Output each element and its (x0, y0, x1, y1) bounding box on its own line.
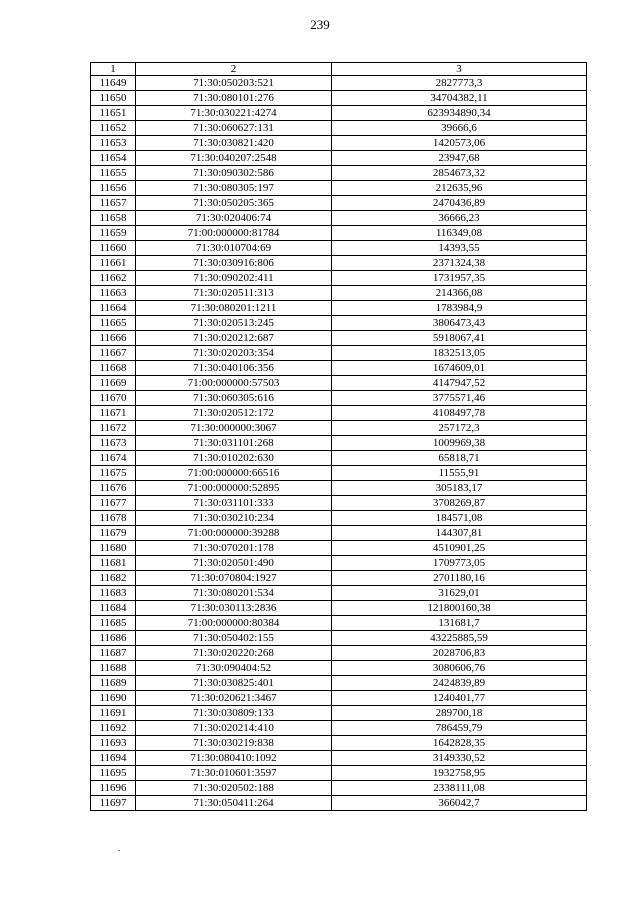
value-cell: 116349,08 (332, 226, 587, 241)
cadastral-number-cell: 71:30:030821:420 (136, 136, 332, 151)
row-number-cell: 11663 (91, 286, 136, 301)
cadastral-number-cell: 71:00:000000:81784 (136, 226, 332, 241)
row-number-cell: 11659 (91, 226, 136, 241)
table-row (91, 601, 587, 616)
row-number-cell: 11684 (91, 601, 136, 616)
row-number-cell: 11665 (91, 316, 136, 331)
row-number-cell: 11666 (91, 331, 136, 346)
row-number-cell: 11650 (91, 91, 136, 106)
cadastral-number-cell: 71:30:060305:616 (136, 391, 332, 406)
value-cell: 144307,81 (332, 526, 587, 541)
row-number-cell: 11671 (91, 406, 136, 421)
table-row (91, 736, 587, 751)
row-number-cell: 11664 (91, 301, 136, 316)
value-cell: 366042,7 (332, 796, 587, 811)
cadastral-number-cell: 71:30:020512:172 (136, 406, 332, 421)
row-number-cell: 11667 (91, 346, 136, 361)
cadastral-number-cell: 71:30:020214:410 (136, 721, 332, 736)
value-cell: 1932758,95 (332, 766, 587, 781)
row-number-cell: 11696 (91, 781, 136, 796)
table-header-row (91, 63, 587, 76)
table-row (91, 181, 587, 196)
table-row (91, 361, 587, 376)
cadastral-number-cell: 71:30:080410:1092 (136, 751, 332, 766)
cadastral-number-cell: 71:30:030916:806 (136, 256, 332, 271)
cadastral-number-cell: 71:30:010601:3597 (136, 766, 332, 781)
cadastral-number-cell: 71:30:020501:490 (136, 556, 332, 571)
cadastral-number-cell: 71:00:000000:80384 (136, 616, 332, 631)
row-number-cell: 11687 (91, 646, 136, 661)
table-row (91, 751, 587, 766)
table-row (91, 211, 587, 226)
column-header: 1 (91, 63, 136, 76)
row-number-cell: 11661 (91, 256, 136, 271)
table-row (91, 796, 587, 811)
row-number-cell: 11649 (91, 76, 136, 91)
row-number-cell: 11689 (91, 676, 136, 691)
cadastral-number-cell: 71:30:010704:69 (136, 241, 332, 256)
table-row (91, 511, 587, 526)
data-table (90, 62, 587, 811)
row-number-cell: 11679 (91, 526, 136, 541)
table-row (91, 166, 587, 181)
value-cell: 2424839,89 (332, 676, 587, 691)
table-row (91, 376, 587, 391)
cadastral-number-cell: 71:30:030210:234 (136, 511, 332, 526)
cadastral-number-cell: 71:30:050402:155 (136, 631, 332, 646)
table-row (91, 691, 587, 706)
cadastral-number-cell: 71:30:000000:3067 (136, 421, 332, 436)
cadastral-number-cell: 71:30:080201:1211 (136, 301, 332, 316)
value-cell: 3775571,46 (332, 391, 587, 406)
value-cell: 36666,23 (332, 211, 587, 226)
cadastral-number-cell: 71:30:050203:521 (136, 76, 332, 91)
row-number-cell: 11688 (91, 661, 136, 676)
value-cell: 786459,79 (332, 721, 587, 736)
cadastral-number-cell: 71:30:090202:411 (136, 271, 332, 286)
row-number-cell: 11673 (91, 436, 136, 451)
table-row (91, 286, 587, 301)
row-number-cell: 11695 (91, 766, 136, 781)
cadastral-number-cell: 71:30:020502:188 (136, 781, 332, 796)
row-number-cell: 11682 (91, 571, 136, 586)
value-cell: 4510901,25 (332, 541, 587, 556)
value-cell: 1709773,05 (332, 556, 587, 571)
table-row (91, 136, 587, 151)
cadastral-number-cell: 71:30:090302:586 (136, 166, 332, 181)
value-cell: 5918067,41 (332, 331, 587, 346)
value-cell: 4108497,78 (332, 406, 587, 421)
value-cell: 11555,91 (332, 466, 587, 481)
cadastral-number-cell: 71:30:080305:197 (136, 181, 332, 196)
value-cell: 2701180,16 (332, 571, 587, 586)
cadastral-number-cell: 71:30:020203:354 (136, 346, 332, 361)
cadastral-number-cell: 71:30:020406:74 (136, 211, 332, 226)
table-row (91, 496, 587, 511)
value-cell: 121800160,38 (332, 601, 587, 616)
table-row (91, 241, 587, 256)
table-row (91, 331, 587, 346)
cadastral-number-cell: 71:00:000000:52895 (136, 481, 332, 496)
value-cell: 2371324,38 (332, 256, 587, 271)
value-cell: 623934890,34 (332, 106, 587, 121)
value-cell: 31629,01 (332, 586, 587, 601)
value-cell: 1783984,9 (332, 301, 587, 316)
row-number-cell: 11694 (91, 751, 136, 766)
scan-speck (118, 850, 120, 851)
value-cell: 212635,96 (332, 181, 587, 196)
value-cell: 23947,68 (332, 151, 587, 166)
cadastral-number-cell: 71:00:000000:66516 (136, 466, 332, 481)
table-row (91, 391, 587, 406)
row-number-cell: 11677 (91, 496, 136, 511)
table-row (91, 316, 587, 331)
value-cell: 1009969,38 (332, 436, 587, 451)
cadastral-number-cell: 71:30:040207:2548 (136, 151, 332, 166)
table-row (91, 106, 587, 121)
table-row (91, 271, 587, 286)
row-number-cell: 11668 (91, 361, 136, 376)
row-number-cell: 11675 (91, 466, 136, 481)
table-row (91, 721, 587, 736)
row-number-cell: 11691 (91, 706, 136, 721)
row-number-cell: 11690 (91, 691, 136, 706)
value-cell: 3149330,52 (332, 751, 587, 766)
value-cell: 289700,18 (332, 706, 587, 721)
row-number-cell: 11660 (91, 241, 136, 256)
value-cell: 131681,7 (332, 616, 587, 631)
cadastral-number-cell: 71:30:050205:365 (136, 196, 332, 211)
value-cell: 1731957,35 (332, 271, 587, 286)
value-cell: 3806473,43 (332, 316, 587, 331)
table-row (91, 91, 587, 106)
cadastral-number-cell: 71:30:020212:687 (136, 331, 332, 346)
value-cell: 1832513,05 (332, 346, 587, 361)
row-number-cell: 11672 (91, 421, 136, 436)
table-row (91, 631, 587, 646)
page-number: 239 (310, 17, 330, 32)
table-row (91, 466, 587, 481)
table-row (91, 781, 587, 796)
value-cell: 1642828,35 (332, 736, 587, 751)
column-header: 2 (136, 63, 332, 76)
cadastral-number-cell: 71:30:080101:276 (136, 91, 332, 106)
table-row (91, 451, 587, 466)
table-row (91, 556, 587, 571)
cadastral-number-cell: 71:30:020220:268 (136, 646, 332, 661)
row-number-cell: 11693 (91, 736, 136, 751)
table-row (91, 526, 587, 541)
row-number-cell: 11651 (91, 106, 136, 121)
cadastral-number-cell: 71:30:010202:630 (136, 451, 332, 466)
row-number-cell: 11685 (91, 616, 136, 631)
cadastral-number-cell: 71:30:020513:245 (136, 316, 332, 331)
value-cell: 1420573,06 (332, 136, 587, 151)
column-header: 3 (332, 63, 587, 76)
cadastral-number-cell: 71:30:020511:313 (136, 286, 332, 301)
value-cell: 3708269,87 (332, 496, 587, 511)
table-row (91, 301, 587, 316)
table-row (91, 256, 587, 271)
value-cell: 184571,08 (332, 511, 587, 526)
cadastral-number-cell: 71:30:030219:838 (136, 736, 332, 751)
cadastral-number-cell: 71:30:040106:356 (136, 361, 332, 376)
row-number-cell: 11697 (91, 796, 136, 811)
cadastral-number-cell: 71:30:030221:4274 (136, 106, 332, 121)
value-cell: 2470436,89 (332, 196, 587, 211)
value-cell: 1240401,77 (332, 691, 587, 706)
cadastral-number-cell: 71:00:000000:39288 (136, 526, 332, 541)
row-number-cell: 11652 (91, 121, 136, 136)
value-cell: 2338111,08 (332, 781, 587, 796)
table-row (91, 346, 587, 361)
value-cell: 305183,17 (332, 481, 587, 496)
value-cell: 34704382,11 (332, 91, 587, 106)
cadastral-number-cell: 71:30:031101:333 (136, 496, 332, 511)
table-row (91, 586, 587, 601)
table-row (91, 766, 587, 781)
table-row (91, 676, 587, 691)
value-cell: 4147947,52 (332, 376, 587, 391)
cadastral-number-cell: 71:30:030825:401 (136, 676, 332, 691)
row-number-cell: 11658 (91, 211, 136, 226)
table-row (91, 706, 587, 721)
table-row (91, 196, 587, 211)
table-row (91, 436, 587, 451)
cadastral-number-cell: 71:30:020621:3467 (136, 691, 332, 706)
row-number-cell: 11674 (91, 451, 136, 466)
table-row (91, 541, 587, 556)
row-number-cell: 11656 (91, 181, 136, 196)
table-row (91, 121, 587, 136)
cadastral-number-cell: 71:30:060627:131 (136, 121, 332, 136)
cadastral-number-cell: 71:30:080201:534 (136, 586, 332, 601)
value-cell: 43225885,59 (332, 631, 587, 646)
row-number-cell: 11680 (91, 541, 136, 556)
value-cell: 14393,55 (332, 241, 587, 256)
value-cell: 2028706,83 (332, 646, 587, 661)
row-number-cell: 11653 (91, 136, 136, 151)
table-row (91, 661, 587, 676)
row-number-cell: 11692 (91, 721, 136, 736)
row-number-cell: 11686 (91, 631, 136, 646)
table-row (91, 151, 587, 166)
cadastral-number-cell: 71:30:070201:178 (136, 541, 332, 556)
row-number-cell: 11655 (91, 166, 136, 181)
row-number-cell: 11669 (91, 376, 136, 391)
table-row (91, 406, 587, 421)
table-row (91, 421, 587, 436)
value-cell: 65818,71 (332, 451, 587, 466)
value-cell: 2854673,32 (332, 166, 587, 181)
row-number-cell: 11678 (91, 511, 136, 526)
table-row (91, 616, 587, 631)
table-row (91, 76, 587, 91)
row-number-cell: 11676 (91, 481, 136, 496)
cadastral-number-cell: 71:30:030809:133 (136, 706, 332, 721)
row-number-cell: 11681 (91, 556, 136, 571)
cadastral-number-cell: 71:30:031101:268 (136, 436, 332, 451)
cadastral-number-cell: 71:30:050411:264 (136, 796, 332, 811)
table-row (91, 646, 587, 661)
row-number-cell: 11657 (91, 196, 136, 211)
cadastral-number-cell: 71:30:070804:1927 (136, 571, 332, 586)
value-cell: 39666,6 (332, 121, 587, 136)
row-number-cell: 11683 (91, 586, 136, 601)
row-number-cell: 11670 (91, 391, 136, 406)
cadastral-number-cell: 71:30:090404:52 (136, 661, 332, 676)
cadastral-number-cell: 71:00:000000:57503 (136, 376, 332, 391)
row-number-cell: 11654 (91, 151, 136, 166)
table-row (91, 226, 587, 241)
row-number-cell: 11662 (91, 271, 136, 286)
table-row (91, 481, 587, 496)
value-cell: 1674609,01 (332, 361, 587, 376)
table-row (91, 571, 587, 586)
value-cell: 214366,08 (332, 286, 587, 301)
cadastral-number-cell: 71:30:030113:2836 (136, 601, 332, 616)
value-cell: 2827773,3 (332, 76, 587, 91)
value-cell: 3080606,76 (332, 661, 587, 676)
value-cell: 257172,3 (332, 421, 587, 436)
